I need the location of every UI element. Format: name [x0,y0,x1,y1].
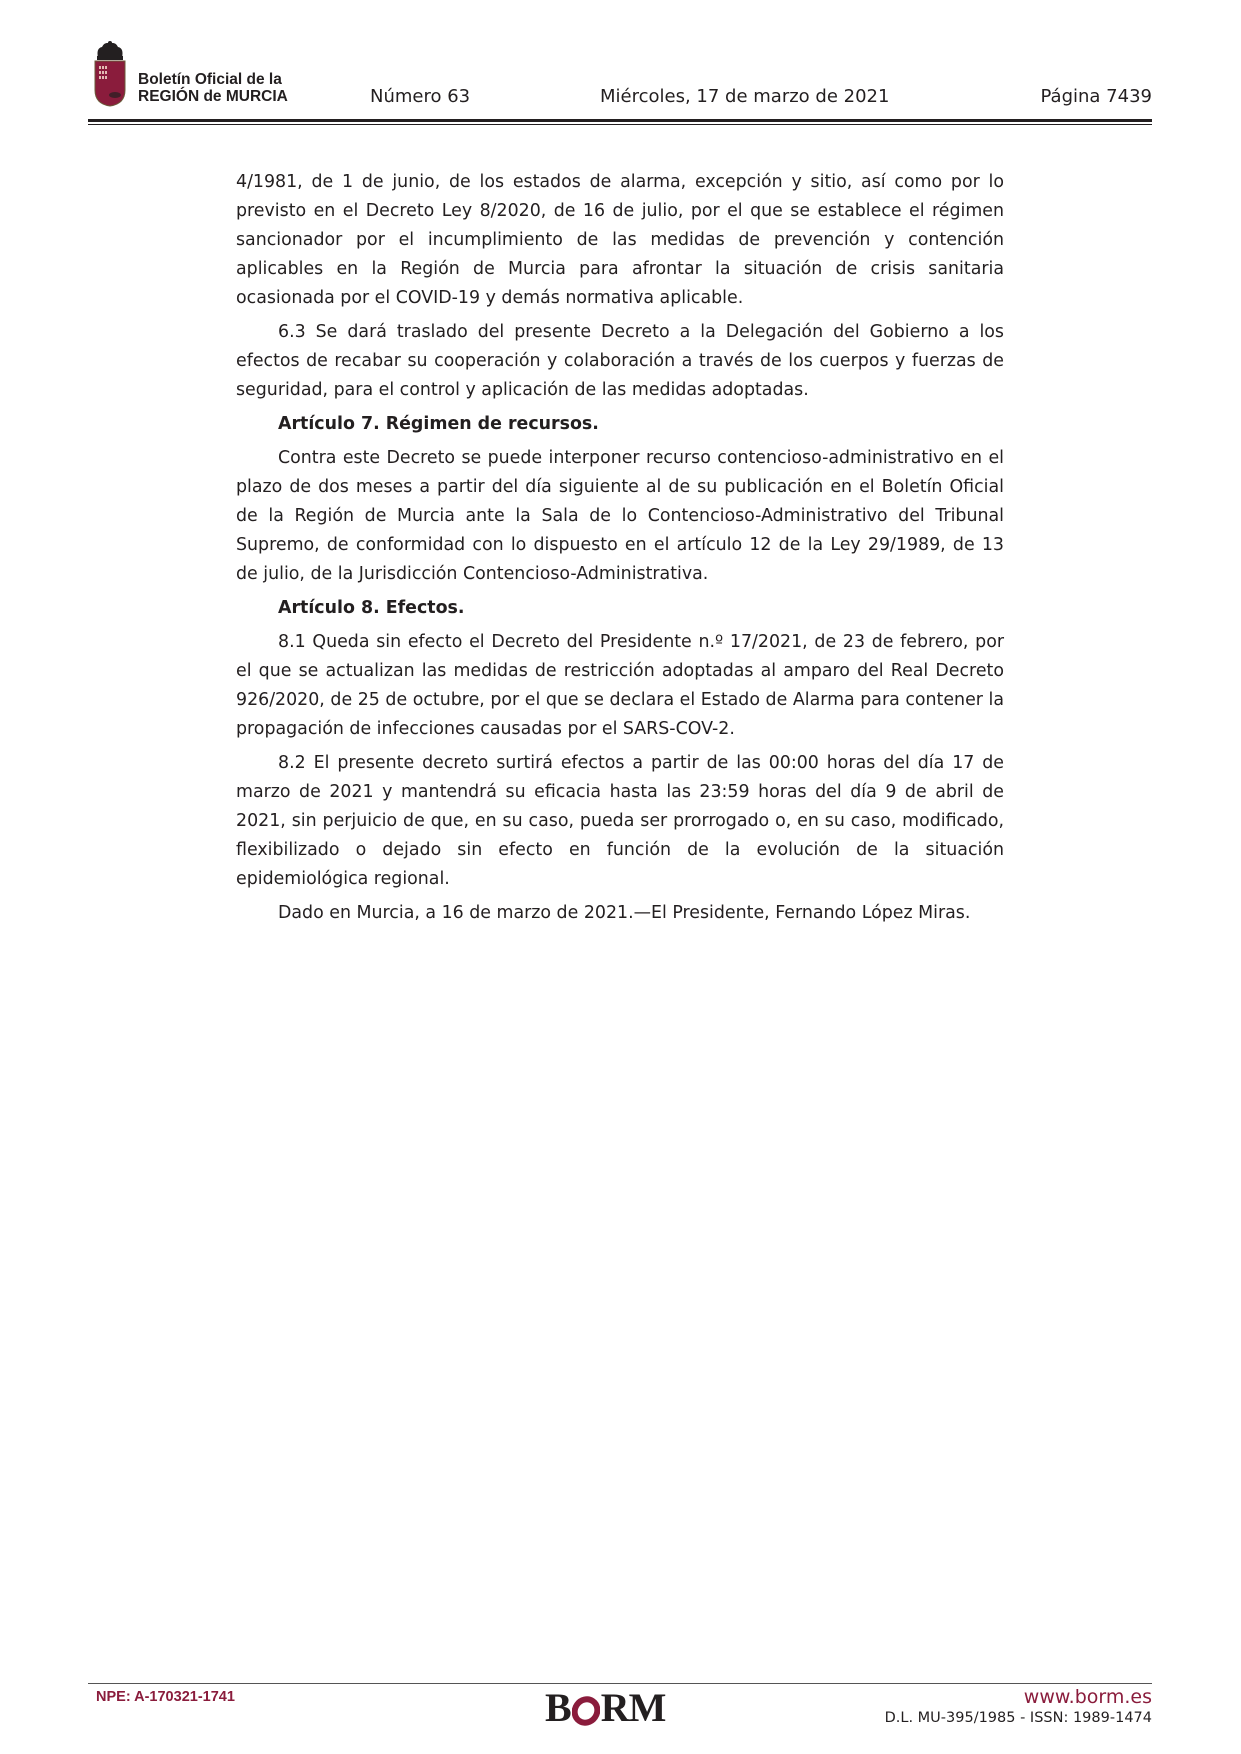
paragraph-continuation: 4/1981, de 1 de junio, de los estados de alarma, excepción y sitio, así como por lo previsto en el Decreto Ley 8/2020, de 16 de julio, por el que se establece el régimen sancionador por el incumplimiento de las medidas de prevención y contención aplicables en la Región de Murcia para afrontar la situación de crisis sanitaria ocasionada por el COVID-19 y demás normativa aplicable. [236,172,1004,308]
brand-line-2: REGIÓN de MURCIA [138,88,288,105]
website-link[interactable]: www.borm.es [1023,1686,1152,1708]
paragraph-8-2: 8.2 El presente decreto surtirá efectos a partir de las 00:00 horas del día 17 de marzo de 2021 y mantendrá su eficacia hasta las 23:59 horas del día 9 de abril de 2021, sin perjuicio de que, en su caso, pueda ser prorrogado o, en su caso, modificado, flexibilizado o dejado sin efecto en función de la evolución de la situación epidemiológica regional. [236,753,1004,889]
paragraph-8-1: 8.1 Queda sin efecto el Decreto del Presidente n.º 17/2021, de 23 de febrero, por el que se actualizan las medidas de restricción adoptadas al amparo del Real Decreto 926/2020, de 25 de octubre, por el que se declara el Estado de Alarma para contener la propagación de infecciones causadas por el SARS-COV-2. [236,632,1004,739]
borm-logo: B RM [545,1685,666,1730]
document-body [236,168,1004,933]
header-rule-thick [88,119,1152,122]
npe-code: NPE: A-170321-1741 [96,1689,235,1705]
footer-rule [88,1683,1152,1684]
brand-line-1: Boletín Oficial de la [138,71,282,88]
legal-deposit: D.L. MU-395/1985 - ISSN: 1989-1474 [884,1710,1152,1726]
signature-line: Dado en Murcia, a 16 de marzo de 2021.—El Presidente, Fernando López Miras. [278,903,971,923]
paragraph-article-7: Contra este Decreto se puede interponer recurso contencioso-administrativo en el plazo de dos meses a partir del día siguiente al de su publicación en el Boletín Oficial de la Región de Murcia ante la Sala de lo Contencioso-Administrativo del Tribunal Supremo, de conformidad con lo dispuesto en el artículo 12 de la Ley 29/1989, de 13 de julio, de la Jurisdicción Contencioso-Administrativa. [236,448,1004,584]
header-rule-thin [88,124,1152,125]
article-7-heading: Artículo 7. Régimen de recursos. [278,414,599,434]
article-8-heading: Artículo 8. Efectos. [278,598,465,618]
borm-logo-o-icon [572,1693,600,1723]
publication-brand [138,71,288,105]
murcia-coat-of-arms-icon [92,40,128,108]
issue-number: Número 63 [370,86,471,107]
page-number: Página 7439 [1040,86,1152,107]
paragraph-6-3: 6.3 Se dará traslado del presente Decreto a la Delegación del Gobierno a los efectos de recabar su cooperación y colaboración a través de los cuerpos y fuerzas de seguridad, para el control y aplicación de las medidas adoptadas. [236,322,1004,400]
issue-date: Miércoles, 17 de marzo de 2021 [600,86,890,107]
